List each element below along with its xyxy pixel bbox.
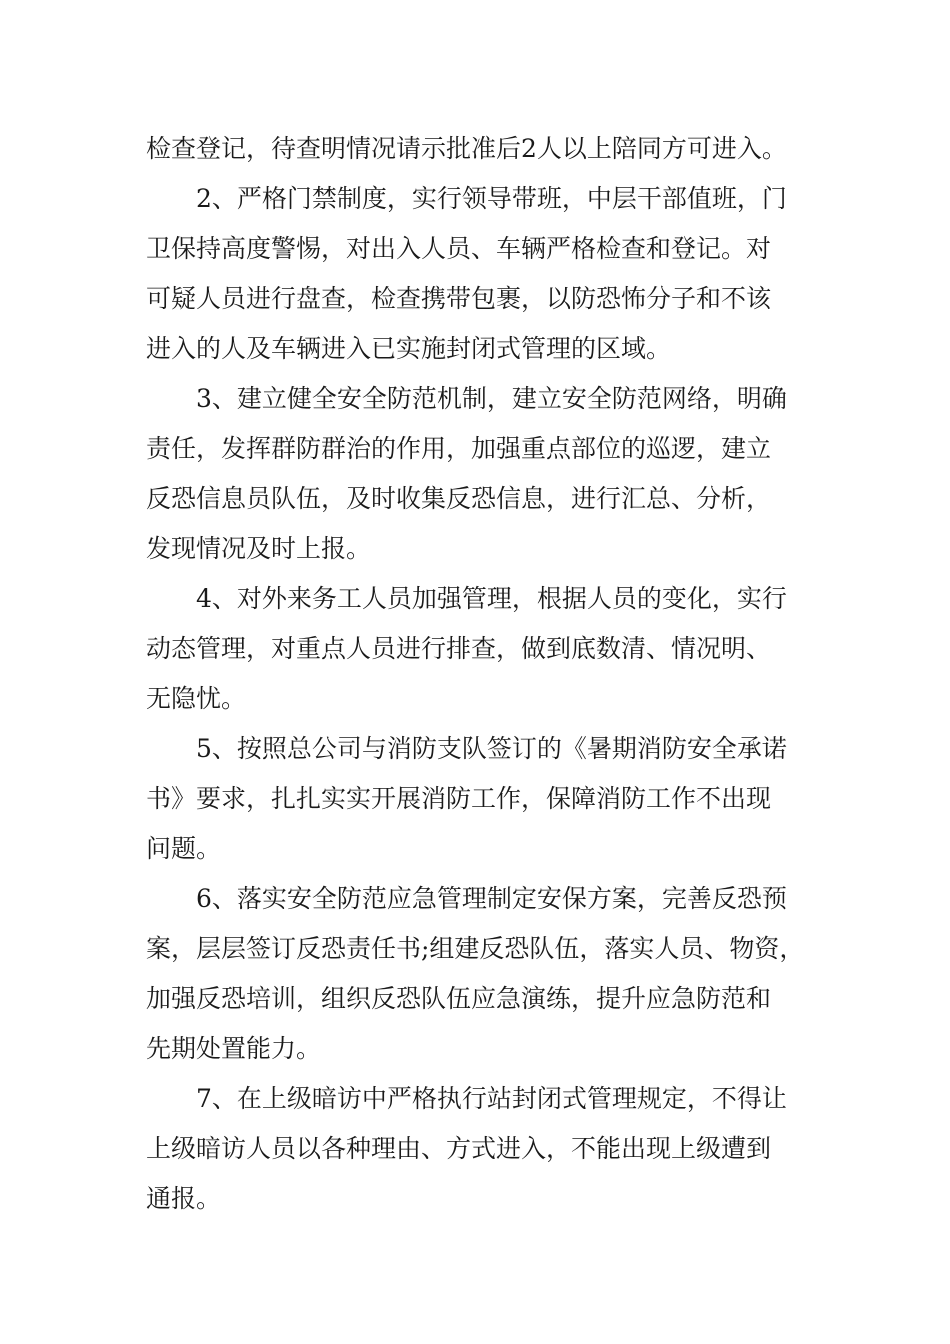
text-line: 进入的人及车辆进入已实施封闭式管理的区域。 xyxy=(146,334,672,363)
text-line: 书》要求，扎扎实实开展消防工作，保障消防工作不出现 xyxy=(146,784,772,813)
text-line: 发现情况及时上报。 xyxy=(146,534,372,563)
paragraph-item-3 xyxy=(146,374,808,574)
paragraph-item-4 xyxy=(146,574,808,724)
text-line: 7、在上级暗访中严格执行站封闭式管理规定，不得让 xyxy=(196,1084,787,1113)
paragraph-item-6 xyxy=(146,874,808,1074)
text-line: 先期处置能力。 xyxy=(146,1034,322,1063)
text-line: 4、对外来务工人员加强管理，根据人员的变化，实行 xyxy=(196,584,787,613)
text-line: 2、严格门禁制度，实行领导带班，中层干部值班，门 xyxy=(196,184,787,213)
document-body xyxy=(146,124,808,1224)
paragraph-item-5 xyxy=(146,724,808,874)
text-line: 检查登记，待查明情况请示批准后2人以上陪同方可进入。 xyxy=(146,134,787,163)
text-line: 3、建立健全安全防范机制，建立安全防范网络，明确 xyxy=(196,384,787,413)
text-line: 案，层层签订反恐责任书;组建反恐队伍，落实人员、物资， xyxy=(146,934,805,963)
text-line: 卫保持高度警惕，对出入人员、车辆严格检查和登记。对 xyxy=(146,234,772,263)
text-line: 无隐忧。 xyxy=(146,684,247,713)
text-line: 6、落实安全防范应急管理制定安保方案，完善反恐预 xyxy=(196,884,787,913)
text-line: 责任，发挥群防群治的作用，加强重点部位的巡逻，建立 xyxy=(146,434,772,463)
text-line: 可疑人员进行盘查，检查携带包裹，以防恐怖分子和不该 xyxy=(146,284,772,313)
text-line: 问题。 xyxy=(146,834,222,863)
paragraph-item-7 xyxy=(146,1074,808,1224)
paragraph-item-2 xyxy=(146,174,808,374)
text-line: 通报。 xyxy=(146,1184,222,1213)
text-line: 反恐信息员队伍，及时收集反恐信息，进行汇总、分析， xyxy=(146,484,772,513)
text-line: 加强反恐培训，组织反恐队伍应急演练，提升应急防范和 xyxy=(146,984,772,1013)
text-line: 上级暗访人员以各种理由、方式进入，不能出现上级遭到 xyxy=(146,1134,772,1163)
paragraph-continued xyxy=(146,124,808,174)
text-line: 动态管理，对重点人员进行排查，做到底数清、情况明、 xyxy=(146,634,772,663)
text-line: 5、按照总公司与消防支队签订的《暑期消防安全承诺 xyxy=(196,734,787,763)
